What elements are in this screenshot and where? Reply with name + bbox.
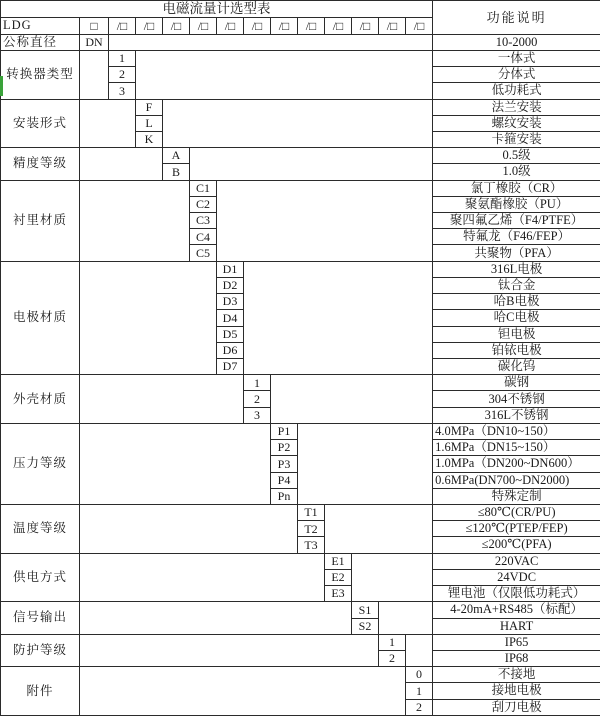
scan-artifact — [0, 76, 3, 96]
empty-cell — [352, 553, 433, 602]
function-desc-cell: 低功耗式 — [433, 83, 600, 99]
function-desc-cell: 220VAC — [433, 553, 600, 569]
empty-cell — [136, 50, 433, 99]
empty-cell — [406, 634, 433, 666]
code-cell: P4 — [271, 472, 298, 488]
category-label: 安装形式 — [1, 99, 80, 148]
function-desc-cell: HART — [433, 618, 600, 634]
code-cell: B — [163, 164, 190, 180]
code-cell: P1 — [271, 423, 298, 439]
category-label: 电极材质 — [1, 261, 80, 375]
empty-cell — [80, 553, 325, 602]
code-cell: D1 — [217, 261, 244, 277]
function-desc-cell: 4-20mA+RS485（标配） — [433, 602, 600, 618]
code-cell: E1 — [325, 553, 352, 569]
empty-cell — [379, 602, 433, 634]
function-desc-cell: 法兰安装 — [433, 99, 600, 115]
empty-cell — [298, 423, 433, 504]
code-cell: E3 — [325, 586, 352, 602]
table-row — [1, 553, 600, 569]
empty-cell — [190, 148, 433, 180]
function-desc-cell: ≤120℃(PTEP/FEP) — [433, 521, 600, 537]
empty-cell — [80, 375, 244, 424]
code-cell: S2 — [352, 618, 379, 634]
code-cell: S1 — [352, 602, 379, 618]
function-desc-cell: 卡箍安装 — [433, 131, 600, 147]
function-desc-cell: IP65 — [433, 634, 600, 650]
option-slot-cell: /□ — [190, 18, 217, 34]
option-slot-cell: /□ — [109, 18, 136, 34]
category-label: 精度等级 — [1, 148, 80, 180]
code-cell: T1 — [298, 504, 325, 520]
code-cell: P3 — [271, 456, 298, 472]
code-cell: 0 — [406, 667, 433, 683]
option-slot-cell: /□ — [325, 18, 352, 34]
category-label: 公称直径 — [1, 34, 80, 50]
option-slot-cell: /□ — [163, 18, 190, 34]
code-cell: 3 — [244, 407, 271, 423]
code-cell: C2 — [190, 196, 217, 212]
function-desc-cell: 0.6MPa(DN700~DN2000) — [433, 472, 600, 488]
function-desc-cell: 哈B电极 — [433, 294, 600, 310]
function-desc-cell: ≤80℃(CR/PU) — [433, 504, 600, 520]
table-row — [1, 50, 600, 66]
category-label: 压力等级 — [1, 423, 80, 504]
code-cell: 3 — [109, 83, 136, 99]
code-cell: DN — [80, 34, 109, 50]
function-desc-cell: 0.5级 — [433, 148, 600, 164]
code-cell: E2 — [325, 569, 352, 585]
function-desc-cell: IP68 — [433, 650, 600, 666]
empty-cell — [325, 504, 433, 553]
code-cell: D5 — [217, 326, 244, 342]
empty-cell — [80, 423, 271, 504]
empty-cell — [80, 504, 298, 553]
empty-cell — [109, 34, 433, 50]
category-label: 衬里材质 — [1, 180, 80, 261]
category-label: 转换器类型 — [1, 50, 80, 99]
function-column-header: 功能说明 — [433, 1, 600, 35]
function-desc-cell: 316L不锈钢 — [433, 407, 600, 423]
function-desc-cell: ≤200℃(PFA) — [433, 537, 600, 553]
code-cell: F — [136, 99, 163, 115]
function-desc-cell: 特殊定制 — [433, 488, 600, 504]
code-cell: D4 — [217, 310, 244, 326]
empty-cell — [244, 261, 433, 375]
option-slot-cell: /□ — [298, 18, 325, 34]
code-cell: T3 — [298, 537, 325, 553]
code-cell: 1 — [109, 50, 136, 66]
code-cell: Pn — [271, 488, 298, 504]
empty-cell — [80, 634, 379, 666]
table-row — [1, 504, 600, 520]
function-desc-cell: 钛合金 — [433, 277, 600, 293]
category-label: 附件 — [1, 667, 80, 716]
option-slot-cell: /□ — [406, 18, 433, 34]
code-cell: P2 — [271, 440, 298, 456]
code-cell: C4 — [190, 229, 217, 245]
code-cell: D6 — [217, 342, 244, 358]
option-slot-cell: /□ — [271, 18, 298, 34]
empty-cell — [80, 99, 136, 148]
table-row — [1, 667, 600, 683]
function-desc-cell: 304不锈钢 — [433, 391, 600, 407]
function-desc-cell: 共聚物（PFA） — [433, 245, 600, 261]
option-slot-cell: /□ — [244, 18, 271, 34]
table-row — [1, 99, 600, 115]
function-desc-cell: 刮刀电极 — [433, 699, 600, 715]
dn-box-cell: □ — [80, 18, 109, 34]
empty-cell — [80, 148, 163, 180]
function-desc-cell: 10-2000 — [433, 34, 600, 50]
code-cell: L — [136, 115, 163, 131]
function-desc-cell: 1.0级 — [433, 164, 600, 180]
function-desc-cell: 不接地 — [433, 667, 600, 683]
empty-cell — [80, 180, 190, 261]
table-row — [1, 148, 600, 164]
function-desc-cell: 聚氨酯橡胶（PU） — [433, 196, 600, 212]
function-desc-cell: 碳钢 — [433, 375, 600, 391]
function-desc-cell: 一体式 — [433, 50, 600, 66]
code-cell: 1 — [244, 375, 271, 391]
function-desc-cell: 1.6MPa（DN15~150） — [433, 440, 600, 456]
function-desc-cell: 碳化钨 — [433, 359, 600, 375]
table-row — [1, 375, 600, 391]
code-cell: 2 — [406, 699, 433, 715]
option-slot-cell: /□ — [379, 18, 406, 34]
code-cell: 2 — [109, 67, 136, 83]
code-cell: A — [163, 148, 190, 164]
option-slot-cell: /□ — [136, 18, 163, 34]
empty-cell — [271, 375, 433, 424]
category-label: 防护等级 — [1, 634, 80, 666]
function-desc-cell: 分体式 — [433, 67, 600, 83]
code-cell: D3 — [217, 294, 244, 310]
category-label: 信号输出 — [1, 602, 80, 634]
table-title: 电磁流量计选型表 — [1, 1, 433, 18]
function-desc-cell: 哈C电极 — [433, 310, 600, 326]
function-desc-cell: 1.0MPa（DN200~DN600） — [433, 456, 600, 472]
table-row — [1, 423, 600, 439]
code-cell: D2 — [217, 277, 244, 293]
empty-cell — [217, 180, 433, 261]
function-desc-cell: 铂铱电极 — [433, 342, 600, 358]
function-desc-cell: 接地电极 — [433, 683, 600, 699]
option-slot-cell: /□ — [352, 18, 379, 34]
code-cell: 1 — [379, 634, 406, 650]
category-label: 外壳材质 — [1, 375, 80, 424]
title-row — [1, 1, 600, 18]
option-slot-cell: /□ — [217, 18, 244, 34]
code-cell: 1 — [406, 683, 433, 699]
table-row — [1, 180, 600, 196]
function-desc-cell: 氯丁橡胶（CR） — [433, 180, 600, 196]
function-desc-cell: 特氟龙（F46/FEP） — [433, 229, 600, 245]
code-cell: 2 — [379, 650, 406, 666]
code-cell: D7 — [217, 359, 244, 375]
code-cell: K — [136, 131, 163, 147]
function-desc-cell: 锂电池（仅限低功耗式） — [433, 586, 600, 602]
function-desc-cell: 螺纹安装 — [433, 115, 600, 131]
code-cell: 2 — [244, 391, 271, 407]
category-label: 供电方式 — [1, 553, 80, 602]
code-cell: C1 — [190, 180, 217, 196]
code-cell: C5 — [190, 245, 217, 261]
function-desc-cell: 聚四氟乙烯（F4/PTFE） — [433, 213, 600, 229]
empty-cell — [80, 667, 406, 716]
table-row — [1, 634, 600, 650]
empty-cell — [80, 602, 352, 634]
table-row — [1, 34, 600, 50]
empty-cell — [163, 99, 433, 148]
code-cell: T2 — [298, 521, 325, 537]
category-label: 温度等级 — [1, 504, 80, 553]
function-desc-cell: 4.0MPa（DN10~150） — [433, 423, 600, 439]
function-desc-cell: 316L电极 — [433, 261, 600, 277]
function-desc-cell: 24VDC — [433, 569, 600, 585]
table-row — [1, 602, 600, 618]
empty-cell — [80, 50, 109, 99]
empty-cell — [80, 261, 217, 375]
function-desc-cell: 钽电极 — [433, 326, 600, 342]
table-row — [1, 261, 600, 277]
model-prefix-cell: LDG — [1, 18, 80, 34]
code-cell: C3 — [190, 213, 217, 229]
